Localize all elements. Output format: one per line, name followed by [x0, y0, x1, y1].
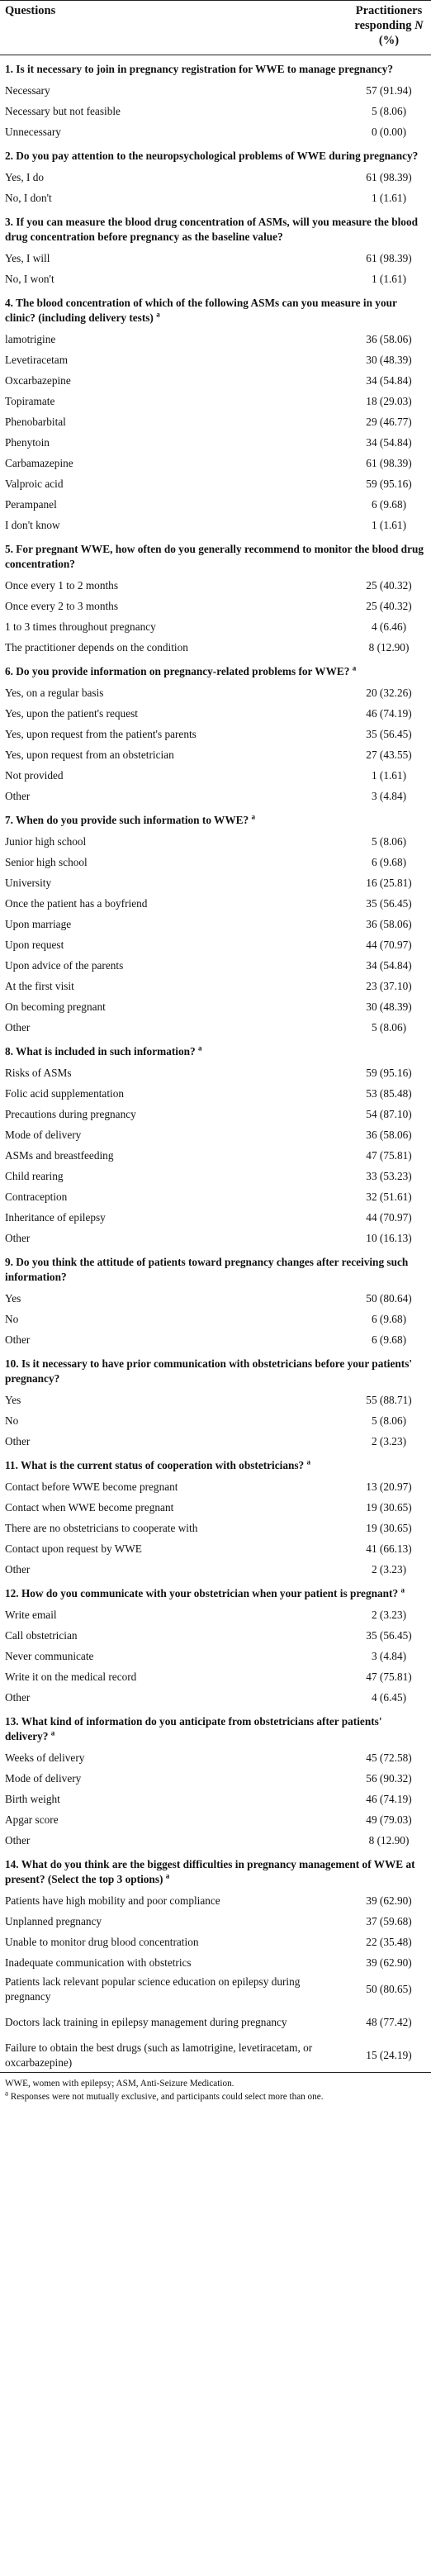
option-row — [0, 1952, 431, 1973]
footnote-marker: a — [165, 1871, 170, 1880]
option-row — [0, 1932, 431, 1952]
response-count: 13 (20.97) — [366, 1480, 412, 1493]
question-text: 9. Do you think the attitude of patients toward pregnancy changes after receiving such information? — [5, 1256, 409, 1283]
response-count: 25 (40.32) — [366, 578, 412, 592]
response-count: 20 (32.26) — [366, 686, 412, 699]
option-row — [0, 1830, 431, 1851]
option-label: Contact upon request by WWE — [5, 1542, 142, 1555]
question-text-cell — [0, 1851, 431, 1890]
option-label: Other — [5, 1690, 31, 1704]
option-row — [0, 188, 431, 208]
option-row — [0, 1559, 431, 1580]
option-row — [0, 1666, 431, 1687]
option-label: No — [5, 1312, 19, 1325]
question-text: 6. Do you provide information on pregnancy-related problems for WWE? — [5, 665, 350, 677]
option-label: Yes — [5, 1291, 21, 1305]
response-count: 56 (90.32) — [366, 1771, 412, 1785]
response-count: 2 (3.23) — [371, 1562, 407, 1576]
question-text-cell — [0, 142, 431, 167]
table-header-row — [0, 1, 431, 55]
question-row — [0, 55, 431, 81]
response-count: 19 (30.65) — [366, 1500, 412, 1514]
footnote-marker: a — [306, 1457, 311, 1466]
question-text-cell — [0, 535, 431, 575]
question-text: 1. Is it necessary to join in pregnancy registration for WWE to manage pregnancy? — [5, 63, 394, 75]
response-count: 47 (75.81) — [366, 1148, 412, 1162]
abbreviations-note: WWE, women with epilepsy; ASM, Anti-Seizure Medication. — [5, 2079, 234, 2089]
questions-header: Questions — [0, 1, 347, 55]
option-row — [0, 80, 431, 101]
response-count: 33 (53.23) — [366, 1169, 412, 1182]
response-count: 48 (77.42) — [366, 2016, 412, 2028]
option-row — [0, 473, 431, 494]
option-row — [0, 391, 431, 411]
question-row — [0, 1580, 431, 1604]
option-label: Upon advice of the parents — [5, 958, 124, 972]
option-row — [0, 914, 431, 934]
option-label: Write it on the medical record — [5, 1670, 137, 1683]
option-row — [0, 1062, 431, 1083]
response-count: 15 (24.19) — [347, 2039, 431, 2073]
option-label: Apgar score — [5, 1813, 59, 1826]
response-count: 54 (87.10) — [366, 1107, 412, 1120]
question-text: 8. What is included in such information? — [5, 1045, 196, 1057]
response-count: 19 (30.65) — [366, 1521, 412, 1534]
question-row — [0, 1350, 431, 1390]
option-label: Yes, upon the patient's request — [5, 706, 138, 720]
option-label: Doctors lack training in epilepsy management during pregnancy — [5, 2016, 287, 2028]
option-row — [0, 1538, 431, 1559]
option-label: Contraception — [5, 1190, 68, 1203]
response-count: 47 (75.81) — [366, 1670, 412, 1683]
option-label: Child rearing — [5, 1169, 64, 1182]
option-row — [0, 167, 431, 188]
footnote-marker: a — [352, 663, 357, 673]
option-label: Never communicate — [5, 1649, 94, 1662]
question-text: 10. Is it necessary to have prior communication with obstetricians before your patients' pregnancy? — [5, 1357, 413, 1385]
option-row — [0, 786, 431, 806]
option-label: Valproic acid — [5, 477, 64, 490]
option-row — [0, 1309, 431, 1329]
option-label: Phenobarbital — [5, 415, 66, 428]
option-row — [0, 596, 431, 616]
question-text: 4. The blood concentration of which of the following ASMs can you measure in your clinic? (including delivery tests) — [5, 297, 397, 324]
option-label: ASMs and breastfeeding — [5, 1148, 114, 1162]
question-row — [0, 1851, 431, 1890]
option-label: Yes, I will — [5, 251, 50, 264]
option-row — [0, 955, 431, 976]
option-row — [0, 1809, 431, 1830]
option-label: Yes, on a regular basis — [5, 686, 104, 699]
option-row — [0, 1207, 431, 1228]
option-label: Necessary but not feasible — [5, 104, 121, 117]
option-label: Unnecessary — [5, 125, 61, 138]
option-row — [0, 515, 431, 535]
table-footnotes — [0, 2073, 431, 2103]
option-row — [0, 1431, 431, 1452]
response-count: 4 (6.46) — [371, 620, 407, 633]
response-count: 57 (91.94) — [366, 83, 412, 97]
multiple-response-note — [5, 2091, 426, 2103]
response-count: 6 (9.68) — [371, 1312, 407, 1325]
option-row — [0, 453, 431, 473]
response-count: 37 (59.68) — [366, 1914, 412, 1927]
response-count: 34 (54.84) — [366, 435, 412, 449]
question-text: 2. Do you pay attention to the neuropsychological problems of WWE during pregnancy? — [5, 150, 419, 162]
option-row — [0, 1646, 431, 1666]
option-label: Other — [5, 1020, 31, 1034]
response-count: 6 (9.68) — [371, 1333, 407, 1346]
question-row — [0, 1452, 431, 1476]
response-count: 30 (48.39) — [366, 353, 412, 366]
response-count: 5 (8.06) — [371, 1020, 407, 1034]
response-count: 6 (9.68) — [371, 855, 407, 868]
option-row — [0, 1890, 431, 1911]
option-label: Unplanned pregnancy — [5, 1914, 102, 1927]
option-label: Call obstetrician — [5, 1628, 78, 1642]
question-text-cell — [0, 208, 431, 248]
question-row — [0, 208, 431, 248]
option-row — [0, 831, 431, 852]
option-label: No — [5, 1414, 19, 1427]
option-label: The practitioner depends on the condition — [5, 640, 188, 654]
response-count: 30 (48.39) — [366, 1000, 412, 1013]
option-row — [0, 2039, 431, 2073]
response-count: 41 (66.13) — [366, 1542, 412, 1555]
response-count: 0 (0.00) — [371, 125, 407, 138]
option-label: No, I won't — [5, 272, 54, 285]
option-row — [0, 1497, 431, 1518]
response-count: 1 (1.61) — [371, 272, 407, 285]
option-label: Senior high school — [5, 855, 88, 868]
response-count: 5 (8.06) — [371, 104, 407, 117]
option-row — [0, 1228, 431, 1248]
option-row — [0, 432, 431, 453]
question-text-cell — [0, 1452, 431, 1476]
option-row — [0, 1476, 431, 1497]
response-count: 25 (40.32) — [366, 599, 412, 612]
option-label: Not provided — [5, 768, 64, 782]
response-count: 45 (72.58) — [366, 1751, 412, 1764]
option-row — [0, 329, 431, 349]
response-count: 46 (74.19) — [366, 706, 412, 720]
response-count: 3 (4.84) — [371, 1649, 407, 1662]
question-row — [0, 142, 431, 167]
option-row — [0, 744, 431, 765]
response-count: 3 (4.84) — [371, 789, 407, 802]
response-count: 18 (29.03) — [366, 394, 412, 407]
option-row — [0, 893, 431, 914]
option-row — [0, 1390, 431, 1410]
response-count: 53 (85.48) — [366, 1086, 412, 1100]
option-label: Once every 2 to 3 months — [5, 599, 119, 612]
option-row — [0, 1104, 431, 1124]
option-row — [0, 1017, 431, 1038]
option-row — [0, 269, 431, 289]
option-row — [0, 1186, 431, 1207]
footnote-marker: a — [400, 1585, 405, 1595]
question-row — [0, 1248, 431, 1288]
option-label: Perampanel — [5, 497, 57, 511]
response-count: 35 (56.45) — [366, 727, 412, 740]
question-text-cell — [0, 806, 431, 831]
option-label: Yes, I do — [5, 170, 45, 183]
response-count: 1 (1.61) — [371, 768, 407, 782]
response-count: 22 (35.48) — [366, 1935, 412, 1948]
question-row — [0, 1038, 431, 1062]
option-label: Other — [5, 1833, 31, 1846]
option-label: Risks of ASMs — [5, 1066, 72, 1079]
response-count: 36 (58.06) — [366, 332, 412, 345]
option-label: On becoming pregnant — [5, 1000, 106, 1013]
question-text-cell — [0, 1038, 431, 1062]
question-text-cell — [0, 289, 431, 329]
option-row — [0, 1687, 431, 1708]
option-row — [0, 1166, 431, 1186]
question-row — [0, 806, 431, 831]
question-row — [0, 289, 431, 329]
option-row — [0, 1124, 431, 1145]
question-text: 14. What do you think are the biggest difficulties in pregnancy management of WWE at present? (Select the top 3 options) — [5, 1858, 415, 1885]
response-count: 4 (6.45) — [371, 1690, 407, 1704]
response-count: 36 (58.06) — [366, 1128, 412, 1141]
option-row — [0, 637, 431, 658]
option-label: Contact when WWE become pregnant — [5, 1500, 174, 1514]
response-count: 5 (8.06) — [371, 1414, 407, 1427]
footnote-text: Responses were not mutually exclusive, and participants could select more than one. — [10, 2092, 324, 2102]
response-count: 36 (58.06) — [366, 917, 412, 930]
response-count: 16 (25.81) — [366, 876, 412, 889]
option-row — [0, 1410, 431, 1431]
response-count: 1 (1.61) — [371, 191, 407, 204]
option-label: Write email — [5, 1608, 57, 1621]
option-label: Necessary — [5, 83, 50, 97]
option-row — [0, 411, 431, 432]
question-text-cell — [0, 1580, 431, 1604]
option-label: Other — [5, 1333, 31, 1346]
question-row — [0, 1708, 431, 1747]
option-label: Upon marriage — [5, 917, 72, 930]
response-count: 8 (12.90) — [368, 640, 410, 654]
option-label: Birth weight — [5, 1792, 60, 1805]
practitioners-header: Practitioners responding N (%) — [347, 1, 431, 55]
question-text-cell — [0, 1350, 431, 1390]
option-label: No, I don't — [5, 191, 52, 204]
footnote-marker: a — [251, 812, 255, 821]
response-count: 23 (37.10) — [366, 979, 412, 992]
response-count: 8 (12.90) — [368, 1833, 410, 1846]
option-row — [0, 872, 431, 893]
response-count: 44 (70.97) — [366, 938, 412, 951]
footnote-marker: a — [50, 1728, 55, 1737]
option-row — [0, 682, 431, 703]
option-label: Junior high school — [5, 834, 87, 848]
option-row — [0, 1747, 431, 1768]
question-text: 13. What kind of information do you anticipate from obstetricians after patients' delivery? — [5, 1715, 382, 1742]
question-text: 11. What is the current status of cooperation with obstetricians? — [5, 1459, 305, 1471]
option-row — [0, 494, 431, 515]
option-label: Weeks of delivery — [5, 1751, 85, 1764]
option-label: Folic acid supplementation — [5, 1086, 125, 1100]
option-row — [0, 101, 431, 121]
option-row — [0, 1768, 431, 1789]
option-row — [0, 765, 431, 786]
option-row — [0, 575, 431, 596]
option-row — [0, 996, 431, 1017]
response-count: 2 (3.23) — [371, 1608, 407, 1621]
option-label: Other — [5, 1231, 31, 1244]
option-label: Other — [5, 1562, 31, 1576]
response-count: 59 (95.16) — [366, 1066, 412, 1079]
option-row — [0, 703, 431, 724]
option-row — [0, 1329, 431, 1350]
response-count: 61 (98.39) — [366, 456, 412, 469]
option-row — [0, 248, 431, 269]
question-text: 3. If you can measure the blood drug concentration of ASMs, will you measure the blood drug concentration before pregnancy as the baseline value? — [5, 216, 419, 243]
response-count: 50 (80.64) — [366, 1291, 412, 1305]
option-label: Once every 1 to 2 months — [5, 578, 119, 592]
footnote-marker: a — [156, 310, 160, 319]
option-row — [0, 370, 431, 391]
response-count: 59 (95.16) — [366, 477, 412, 490]
option-label: Yes — [5, 1393, 21, 1406]
option-label: Other — [5, 1434, 31, 1447]
response-count: 1 (1.61) — [371, 518, 407, 531]
response-count: 44 (70.97) — [366, 1210, 412, 1224]
question-text: 7. When do you provide such information to WWE? — [5, 814, 249, 826]
response-count: 34 (54.84) — [366, 373, 412, 387]
option-label: Yes, upon request from the patient's parents — [5, 727, 197, 740]
response-count: 39 (62.90) — [366, 1894, 412, 1907]
option-row — [0, 616, 431, 637]
option-label: Patients have high mobility and poor compliance — [5, 1894, 220, 1907]
question-row — [0, 658, 431, 682]
question-text-cell — [0, 1248, 431, 1288]
response-count: 10 (16.13) — [366, 1231, 412, 1244]
option-row — [0, 724, 431, 744]
option-row — [0, 1789, 431, 1809]
response-count: 46 (74.19) — [366, 1792, 412, 1805]
option-row — [0, 1973, 431, 2006]
response-count: 55 (88.71) — [366, 1393, 412, 1406]
option-label: Yes, upon request from an obstetrician — [5, 748, 174, 761]
response-count: 29 (46.77) — [366, 415, 412, 428]
option-row — [0, 1625, 431, 1646]
option-row — [0, 934, 431, 955]
response-count: 27 (43.55) — [366, 748, 412, 761]
option-label: Phenytoin — [5, 435, 50, 449]
option-row — [0, 1145, 431, 1166]
option-label: Inadequate communication with obstetrics — [5, 1956, 192, 1969]
option-label: Contact before WWE become pregnant — [5, 1480, 178, 1493]
question-row — [0, 535, 431, 575]
response-count: 32 (51.61) — [366, 1190, 412, 1203]
option-row — [0, 121, 431, 142]
option-label: Failure to obtain the best drugs (such as lamotrigine, levetiracetam, or oxcarbazepine) — [0, 2039, 347, 2073]
option-label: Inheritance of epilepsy — [5, 1210, 106, 1224]
option-label: Topiramate — [5, 394, 55, 407]
response-count: 34 (54.84) — [366, 958, 412, 972]
option-label: Oxcarbazepine — [5, 373, 71, 387]
option-row — [0, 1911, 431, 1932]
question-text: 5. For pregnant WWE, how often do you generally recommend to monitor the blood drug concentration? — [5, 543, 424, 570]
option-label: Patients lack relevant popular science education on epilepsy during pregnancy — [5, 1975, 301, 2003]
footnote-marker: a — [5, 2089, 8, 2098]
footnote-marker: a — [197, 1043, 202, 1053]
response-count: 35 (56.45) — [366, 896, 412, 910]
response-count: 6 (9.68) — [371, 497, 407, 511]
option-label: There are no obstetricians to cooperate with — [5, 1521, 198, 1534]
response-count: 61 (98.39) — [366, 251, 412, 264]
response-count: 49 (79.03) — [366, 1813, 412, 1826]
option-row — [0, 1288, 431, 1309]
option-row — [0, 976, 431, 996]
option-label: Unable to monitor drug blood concentration — [5, 1935, 199, 1948]
response-count: 5 (8.06) — [371, 834, 407, 848]
option-label: 1 to 3 times throughout pregnancy — [5, 620, 156, 633]
option-label: Precautions during pregnancy — [5, 1107, 136, 1120]
response-count: 2 (3.23) — [371, 1434, 407, 1447]
response-count: 39 (62.90) — [366, 1956, 412, 1969]
response-count: 50 (80.65) — [366, 1983, 412, 1995]
option-label: Mode of delivery — [5, 1771, 82, 1785]
option-row — [0, 1518, 431, 1538]
question-text: 12. How do you communicate with your obstetrician when your patient is pregnant? — [5, 1587, 399, 1599]
question-text-cell — [0, 1708, 431, 1747]
option-label: Other — [5, 789, 31, 802]
response-count: 61 (98.39) — [366, 170, 412, 183]
response-count: 35 (56.45) — [366, 1628, 412, 1642]
option-label: Mode of delivery — [5, 1128, 82, 1141]
option-label: University — [5, 876, 52, 889]
option-label: Upon request — [5, 938, 64, 951]
option-row — [0, 852, 431, 872]
option-label: Carbamazepine — [5, 456, 73, 469]
option-label: Once the patient has a boyfriend — [5, 896, 148, 910]
option-label: At the first visit — [5, 979, 74, 992]
option-row — [0, 1604, 431, 1625]
option-label: I don't know — [5, 518, 60, 531]
question-text-cell — [0, 55, 431, 81]
option-row — [0, 1083, 431, 1104]
question-text-cell — [0, 658, 431, 682]
option-label: lamotrigine — [5, 332, 56, 345]
table-body — [0, 55, 431, 2073]
option-label: Levetiracetam — [5, 353, 69, 366]
option-row — [0, 2006, 431, 2039]
option-row — [0, 349, 431, 370]
